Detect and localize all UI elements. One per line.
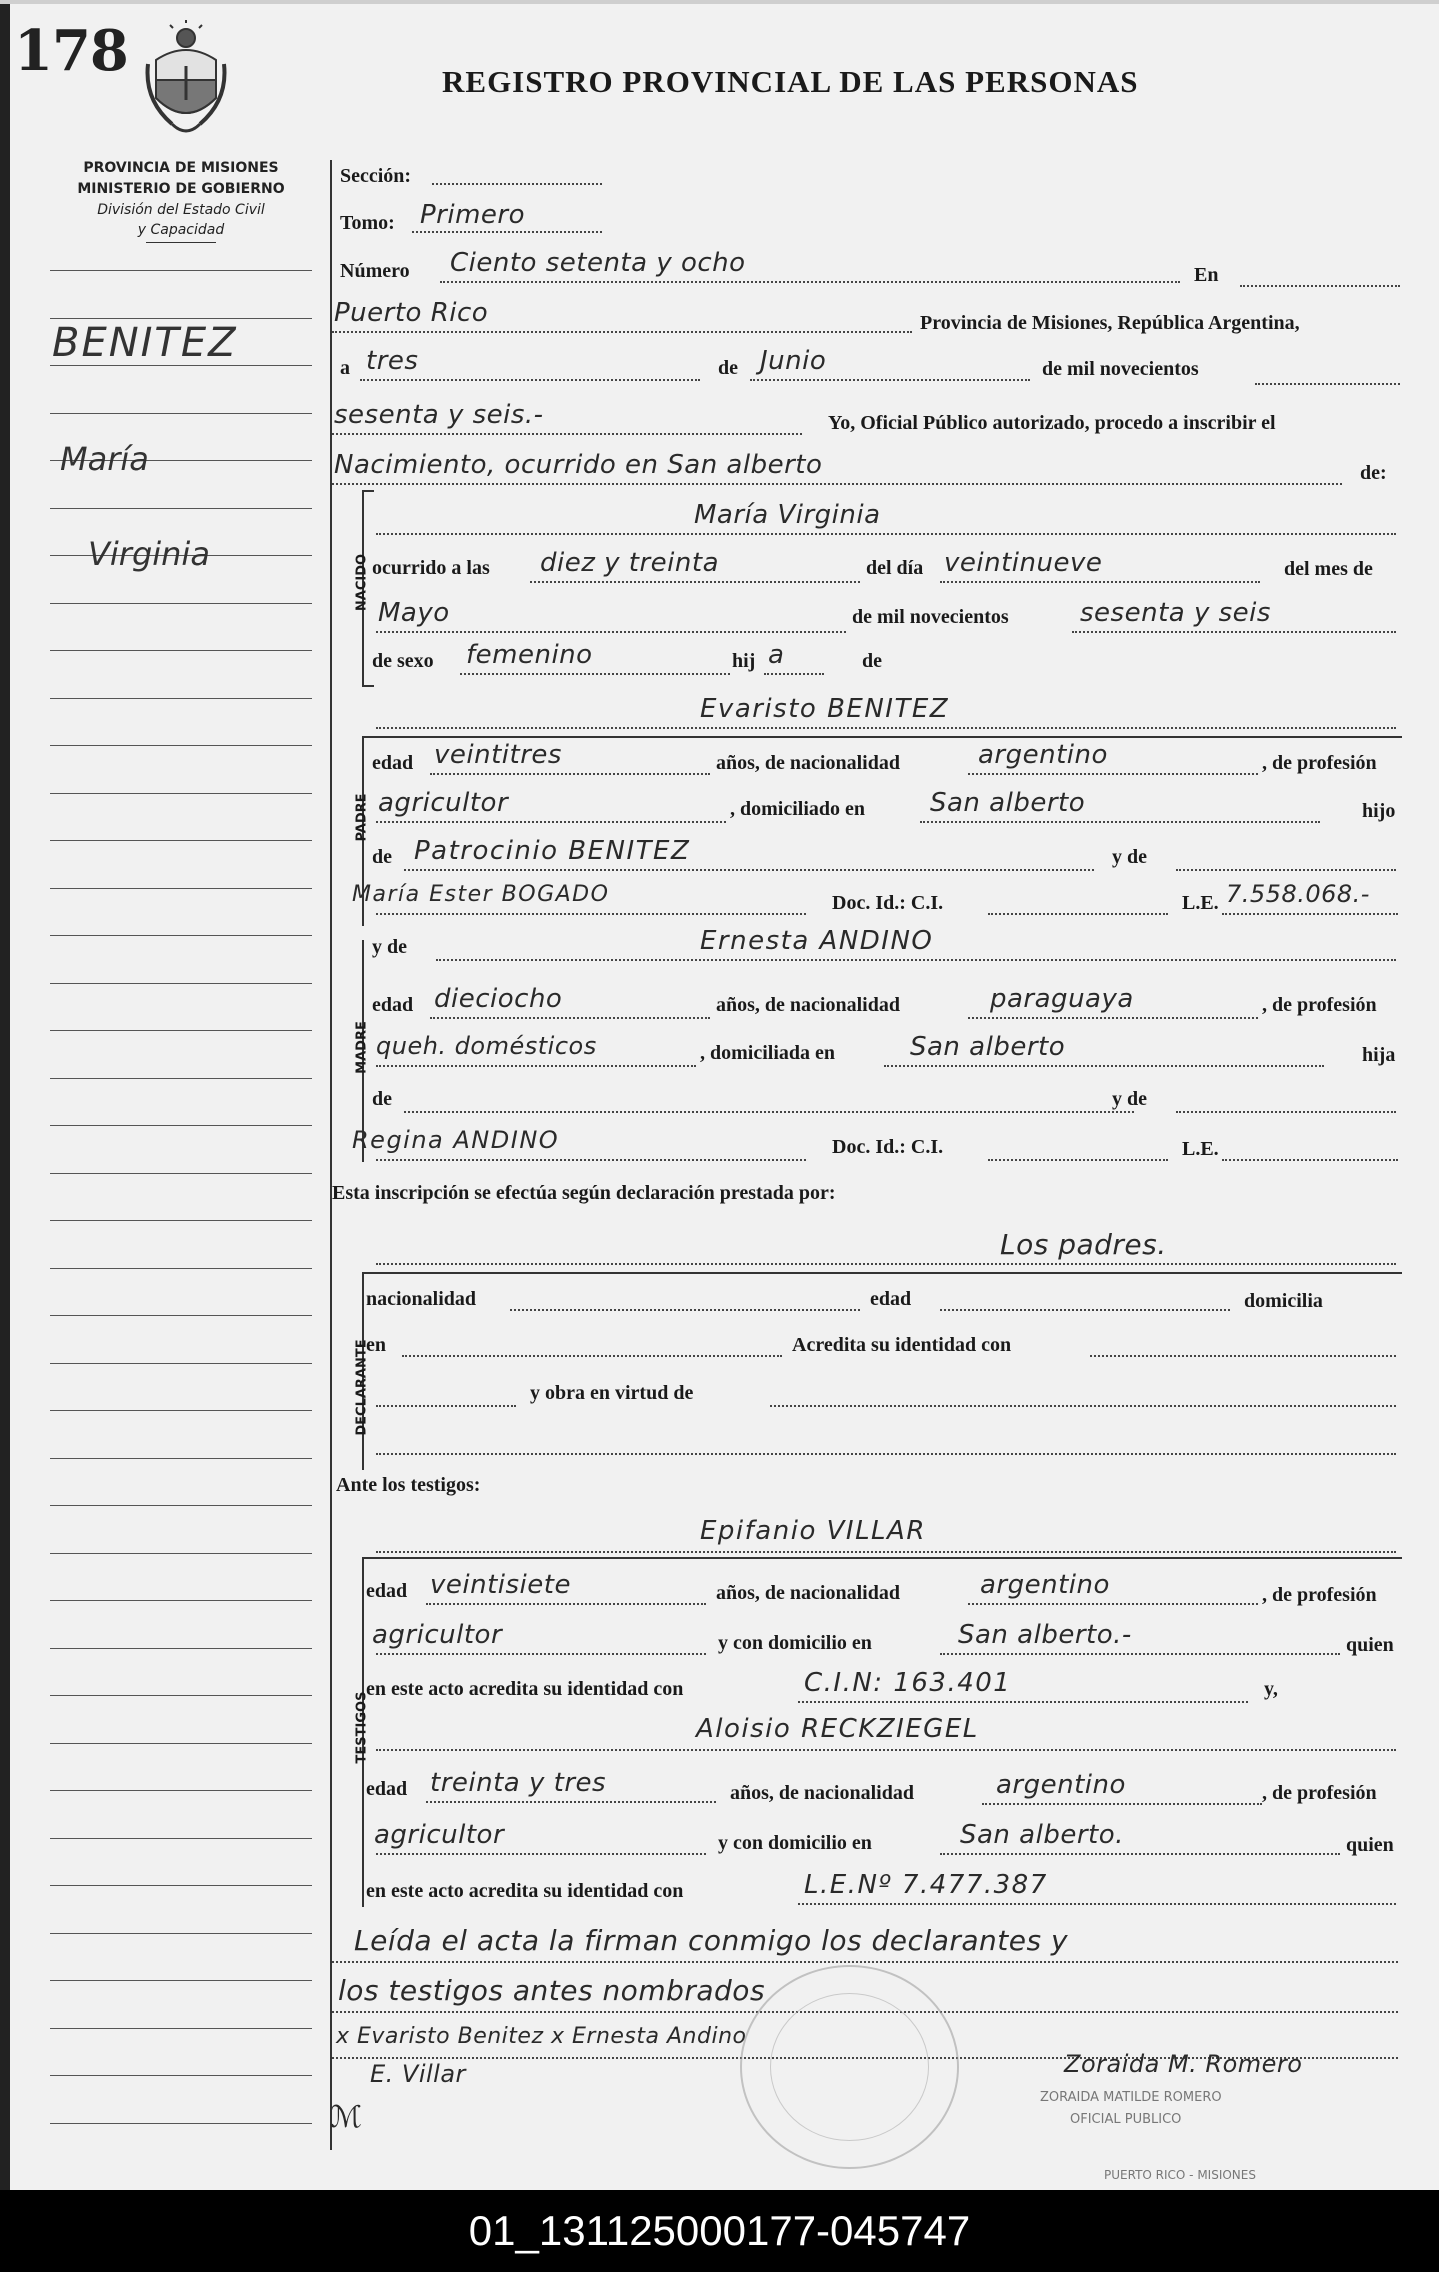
label-declarante-edad: edad [870, 1288, 912, 1310]
label-declarante-acredita: Acredita su identidad con [792, 1334, 1012, 1356]
line-testigo2-profesion [376, 1852, 706, 1855]
entry-sexo: femenino [466, 640, 593, 670]
entry-madre-domicilio: San alberto [910, 1032, 1066, 1062]
line-en [1240, 284, 1400, 287]
line-mes [750, 378, 1030, 381]
label-padre-y-de: y de [1112, 846, 1147, 868]
entry-hora: diez y treinta [540, 548, 719, 578]
signature-oficial: Zoraida M. Romero [1064, 2050, 1303, 2078]
margin-ruled-line [50, 1553, 312, 1554]
margin-ruled-line [50, 1648, 312, 1649]
line-dia-nac [940, 580, 1260, 583]
margin-ruled-line [50, 1268, 312, 1269]
label-testigo1-y: y, [1264, 1678, 1278, 1700]
seal-oficial-title: OFICIAL PUBLICO [1070, 2112, 1182, 2127]
label-madre-domicilio: , domiciliada en [700, 1042, 836, 1064]
margin-ruled-line [50, 698, 312, 699]
agency-rule [146, 242, 216, 243]
line-hij [764, 672, 824, 675]
margin-ruled-line [50, 1363, 312, 1364]
scan-edge-top [0, 0, 1439, 4]
line-testigo2-edad [426, 1800, 716, 1803]
label-madre-doc-id: Doc. Id.: C.I. [832, 1136, 944, 1158]
margin-ruled-line [50, 1695, 312, 1696]
entry-madre-nombre: Ernesta ANDINO [700, 926, 934, 956]
document-title: REGISTRO PROVINCIAL DE LAS PERSONAS [442, 64, 1139, 99]
line-declarante-nacionalidad [510, 1308, 860, 1311]
entry-testigo2-nombre: Aloisio RECKZIEGEL [696, 1714, 979, 1744]
label-de-mil-novecientos-nac: de mil novecientos [852, 606, 1009, 628]
margin-ruled-line [50, 650, 312, 651]
entry-padre-domicilio: San alberto [930, 788, 1086, 818]
label-testigo1-domicilio: y con domicilio en [718, 1632, 872, 1654]
label-padre-nacionalidad: años, de nacionalidad [716, 752, 900, 774]
margin-ruled-line [50, 935, 312, 936]
label-padre-doc-id: Doc. Id.: C.I. [832, 892, 944, 914]
entry-mes: Junio [760, 346, 827, 376]
folio-number: 178 [14, 18, 128, 84]
label-testigo1-quien: quien [1346, 1634, 1394, 1656]
line-madre-profesion [376, 1064, 696, 1067]
entry-lugar: Puerto Rico [334, 298, 489, 328]
margin-ruled-line [50, 318, 312, 319]
coat-of-arms-icon [142, 20, 230, 142]
margin-ruled-line [50, 840, 312, 841]
line-testigo2-nacionalidad [982, 1802, 1262, 1805]
label-madre-y-de-2: y de [1112, 1088, 1147, 1110]
margin-ruled-line [50, 1220, 312, 1221]
label-madre-nacionalidad: años, de nacionalidad [716, 994, 900, 1016]
entry-madre-nacionalidad: paraguaya [990, 984, 1134, 1014]
margin-ruled-line [50, 1173, 312, 1174]
testigos-bracket-top [362, 1557, 1402, 1559]
label-testigo1-nacionalidad: años, de nacionalidad [716, 1582, 900, 1604]
entry-firmas-padres: x Evaristo Benitez x Ernesta Andino [336, 2024, 747, 2049]
margin-ruled-line [50, 1980, 312, 1981]
line-testigo1-nombre [376, 1550, 1396, 1553]
margin-surname: BENITEZ [52, 320, 238, 366]
line-madre-ci [988, 1158, 1168, 1161]
entry-padre-hijo-de-1: Patrocinio BENITEZ [414, 836, 691, 866]
entry-testigo2-edad: treinta y tres [430, 1768, 607, 1798]
entry-tomo: Primero [420, 200, 526, 230]
entry-testigo2-domicilio: San alberto. [960, 1820, 1124, 1850]
margin-given-name-2: Virginia [88, 535, 210, 573]
label-madre-hija: hija [1362, 1044, 1396, 1066]
line-declarante-edad [940, 1308, 1230, 1311]
entry-madre-hija-de-2: Regina ANDINO [352, 1126, 560, 1154]
entry-testigo1-domicilio: San alberto.- [958, 1620, 1132, 1650]
label-de: de [718, 357, 738, 379]
label-declarante-domicilia: domicilia [1244, 1290, 1323, 1312]
label-padre-profesion: , de profesión [1262, 752, 1377, 774]
line-sexo [460, 672, 730, 675]
agency-division: División del Estado Civil [97, 202, 265, 218]
line-padre-ci [988, 912, 1168, 915]
line-anio-tail [1255, 382, 1400, 385]
label-padre-domicilio: , domiciliado en [730, 798, 866, 820]
line-hora [530, 580, 860, 583]
label-padre-edad: edad [372, 752, 414, 774]
label-declarante-y-obra: y obra en virtud de [530, 1382, 694, 1404]
side-label-testigos: TESTIGOS [354, 1691, 370, 1764]
margin-ruled-line [50, 1790, 312, 1791]
line-numero [440, 280, 1180, 283]
line-lugar [332, 330, 912, 333]
line-padre-profesion [376, 820, 726, 823]
margin-ruled-line [50, 1030, 312, 1031]
line-declarante-en [402, 1354, 782, 1357]
line-madre-le [1222, 1158, 1398, 1161]
line-padre-le [1222, 912, 1398, 915]
line-madre-domicilio [884, 1064, 1324, 1067]
margin-ruled-line [50, 603, 312, 604]
label-provincia: Provincia de Misiones, República Argentina, [920, 312, 1300, 334]
entry-padre-nombre: Evaristo BENITEZ [700, 694, 950, 724]
agency-block [50, 158, 312, 243]
nacido-bracket-bottom [362, 685, 374, 687]
entry-padre-le: 7.558.068.- [1226, 880, 1370, 908]
entry-padre-hijo-de-2: María Ester BOGADO [352, 882, 610, 907]
margin-ruled-line [50, 1505, 312, 1506]
entry-padre-profesion: agricultor [378, 788, 509, 818]
entry-hecho: Nacimiento, ocurrido en San alberto [334, 450, 823, 480]
line-declarante-extra [376, 1452, 1396, 1455]
agency-capacity: y Capacidad [137, 222, 225, 238]
entry-cierre-1: Leída el acta la firman conmigo los declarantes y [354, 1924, 1069, 1957]
label-testigo2-profesion: , de profesión [1262, 1782, 1377, 1804]
official-seal-inner-ring [770, 1993, 929, 2141]
form-left-border [330, 160, 332, 2150]
signature-mark: ℳ [330, 2100, 363, 2135]
margin-ruled-line [50, 270, 312, 271]
line-anio-nac [1072, 630, 1396, 633]
margin-ruled-line [50, 1410, 312, 1411]
label-testigo1-acredita: en este acto acredita su identidad con [366, 1678, 684, 1700]
nacido-bracket-top [362, 490, 374, 492]
label-de-colon: de: [1360, 462, 1387, 484]
label-testigo2-quien: quien [1346, 1834, 1394, 1856]
label-padre-hijo: hijo [1362, 800, 1396, 822]
side-label-declarante: DECLARANTE [354, 1339, 370, 1436]
line-hecho [332, 482, 1342, 485]
margin-ruled-line [50, 745, 312, 746]
label-a: a [340, 357, 350, 379]
line-madre-hija-de-1 [404, 1110, 1134, 1113]
label-ocurrido-a-las: ocurrido a las [372, 557, 490, 579]
label-seccion: Sección: [340, 165, 412, 187]
entry-cierre-2: los testigos antes nombrados [338, 1974, 766, 2007]
agency-ministry: MINISTERIO DE GOBIERNO [77, 181, 285, 197]
label-madre-edad: edad [372, 994, 414, 1016]
label-madre-le: L.E. [1182, 1138, 1219, 1160]
line-nombre [376, 532, 1396, 535]
line-testigo1-edad [426, 1602, 706, 1605]
label-tomo: Tomo: [340, 212, 395, 234]
line-testigo1-nacionalidad [968, 1602, 1258, 1605]
label-yo-oficial: Yo, Oficial Público autorizado, procedo a inscribir el [828, 412, 1276, 434]
entry-hij-suffix: a [768, 640, 785, 670]
line-dia [360, 378, 700, 381]
entry-mes-nac: Mayo [378, 598, 450, 628]
margin-ruled-line [50, 983, 312, 984]
line-declarante-doc [376, 1404, 516, 1407]
label-testigo2-acredita: en este acto acredita su identidad con [366, 1880, 684, 1902]
label-testigo1-edad: edad [366, 1580, 408, 1602]
entry-declarante: Los padres. [1000, 1228, 1167, 1261]
margin-ruled-line [50, 1315, 312, 1316]
label-padre-le: L.E. [1182, 892, 1219, 914]
padre-bracket-top [362, 736, 1402, 738]
label-numero: Número [340, 260, 410, 282]
entry-dia-nac: veintinueve [944, 548, 1103, 578]
line-testigo2-domicilio [940, 1852, 1340, 1855]
entry-madre-edad: dieciocho [434, 984, 563, 1014]
label-del-dia: del día [866, 557, 924, 579]
side-label-madre: MADRE [354, 1021, 370, 1074]
line-madre-hija-de-2 [376, 1158, 806, 1161]
line-tomo [412, 230, 602, 233]
entry-testigo2-nacionalidad: argentino [996, 1770, 1126, 1800]
margin-ruled-line [50, 2028, 312, 2029]
entry-testigo2-documento: L.E.Nº 7.477.387 [804, 1870, 1048, 1900]
label-testigo1-profesion: , de profesión [1262, 1584, 1377, 1606]
label-del-mes-de: del mes de [1284, 558, 1373, 580]
line-seccion [432, 182, 602, 185]
signature-testigo: E. Villar [370, 2060, 466, 2088]
label-esta-inscripcion: Esta inscripción se efectúa según declaración prestada por: [332, 1182, 836, 1204]
margin-ruled-line [50, 1838, 312, 1839]
margin-ruled-line [50, 413, 312, 414]
label-declarante-en: en [366, 1334, 386, 1356]
label-de-hij: de [862, 650, 882, 672]
line-madre-nombre [436, 958, 1396, 961]
margin-given-name-1: María [60, 440, 149, 478]
line-declarante-acredita [1090, 1354, 1396, 1357]
label-testigo2-nacionalidad: años, de nacionalidad [730, 1782, 914, 1804]
line-padre-edad [430, 772, 710, 775]
line-padre-nombre [376, 726, 1396, 729]
margin-ruled-line [50, 1078, 312, 1079]
label-madre-profesion: , de profesión [1262, 994, 1377, 1016]
line-padre-nacionalidad [968, 772, 1258, 775]
margin-ruled-line [50, 1125, 312, 1126]
margin-ruled-line [50, 508, 312, 509]
label-padre-de: de [372, 846, 392, 868]
label-de-sexo: de sexo [372, 650, 434, 672]
line-testigo1-profesion [376, 1652, 706, 1655]
margin-ruled-line [50, 1885, 312, 1886]
label-en: En [1194, 264, 1219, 286]
entry-madre-profesion: queh. domésticos [376, 1032, 597, 1060]
entry-padre-edad: veintitres [434, 740, 562, 770]
label-madre-y-de: y de [372, 936, 407, 958]
entry-testigo1-nacionalidad: argentino [980, 1570, 1110, 1600]
entry-anio: sesenta y seis.- [334, 400, 544, 430]
label-hij: hij [732, 650, 756, 672]
line-testigo1-domicilio [940, 1652, 1340, 1655]
side-label-padre: PADRE [354, 793, 370, 842]
entry-testigo1-documento: C.I.N: 163.401 [804, 1668, 1012, 1698]
margin-ruled-line [50, 1743, 312, 1744]
label-testigo2-edad: edad [366, 1778, 408, 1800]
label-ante-testigos: Ante los testigos: [336, 1474, 481, 1496]
line-testigo1-documento [798, 1700, 1248, 1703]
line-testigo2-documento [798, 1902, 1396, 1905]
entry-testigo1-profesion: agricultor [372, 1620, 503, 1650]
margin-ruled-line [50, 1600, 312, 1601]
margin-ruled-line [50, 1458, 312, 1459]
margin-ruled-line [50, 2123, 312, 2124]
line-padre-domicilio [920, 820, 1320, 823]
margin-ruled-line [50, 793, 312, 794]
line-anio [332, 432, 802, 435]
official-seal-stamp [740, 1965, 959, 2169]
label-madre-de: de [372, 1088, 392, 1110]
line-padre-hijo-de-1 [404, 868, 1094, 871]
entry-padre-nacionalidad: argentino [978, 740, 1108, 770]
line-padre-hijo-de-2 [376, 912, 806, 915]
entry-dia: tres [366, 346, 419, 376]
entry-nombre: María Virginia [694, 500, 881, 530]
entry-testigo2-profesion: agricultor [374, 1820, 505, 1850]
agency-province: PROVINCIA DE MISIONES [83, 160, 279, 176]
line-padre-y-de [1176, 868, 1396, 871]
label-testigo2-domicilio: y con domicilio en [718, 1832, 872, 1854]
side-label-nacido: NACIDO [354, 553, 370, 612]
line-madre-edad [430, 1016, 710, 1019]
line-mes-nac [376, 630, 846, 633]
line-madre-nacionalidad [968, 1016, 1258, 1019]
line-cierre-1 [332, 1960, 1398, 1963]
line-madre-y-de [1176, 1110, 1396, 1113]
label-de-mil-novecientos: de mil novecientos [1042, 358, 1199, 380]
seal-oficial-place: PUERTO RICO - MISIONES [1104, 2168, 1256, 2182]
seal-oficial-name: ZORAIDA MATILDE ROMERO [1040, 2090, 1222, 2105]
margin-ruled-line [50, 1933, 312, 1934]
entry-testigo1-edad: veintisiete [430, 1570, 571, 1600]
scan-edge [0, 0, 10, 2192]
margin-ruled-line [50, 2075, 312, 2076]
entry-testigo1-nombre: Epifanio VILLAR [700, 1516, 926, 1546]
label-declarante-nacionalidad: nacionalidad [366, 1288, 477, 1310]
entry-anio-nac: sesenta y seis [1080, 598, 1271, 628]
margin-ruled-line [50, 888, 312, 889]
line-declarante [376, 1262, 1396, 1265]
scan-identifier-footer: 01_131125000177-045747 [0, 2190, 1439, 2272]
line-declarante-y-obra [770, 1404, 1396, 1407]
entry-numero: Ciento setenta y ocho [450, 248, 746, 278]
line-testigo2-nombre [376, 1748, 1396, 1751]
declarante-bracket-top [362, 1272, 1402, 1274]
